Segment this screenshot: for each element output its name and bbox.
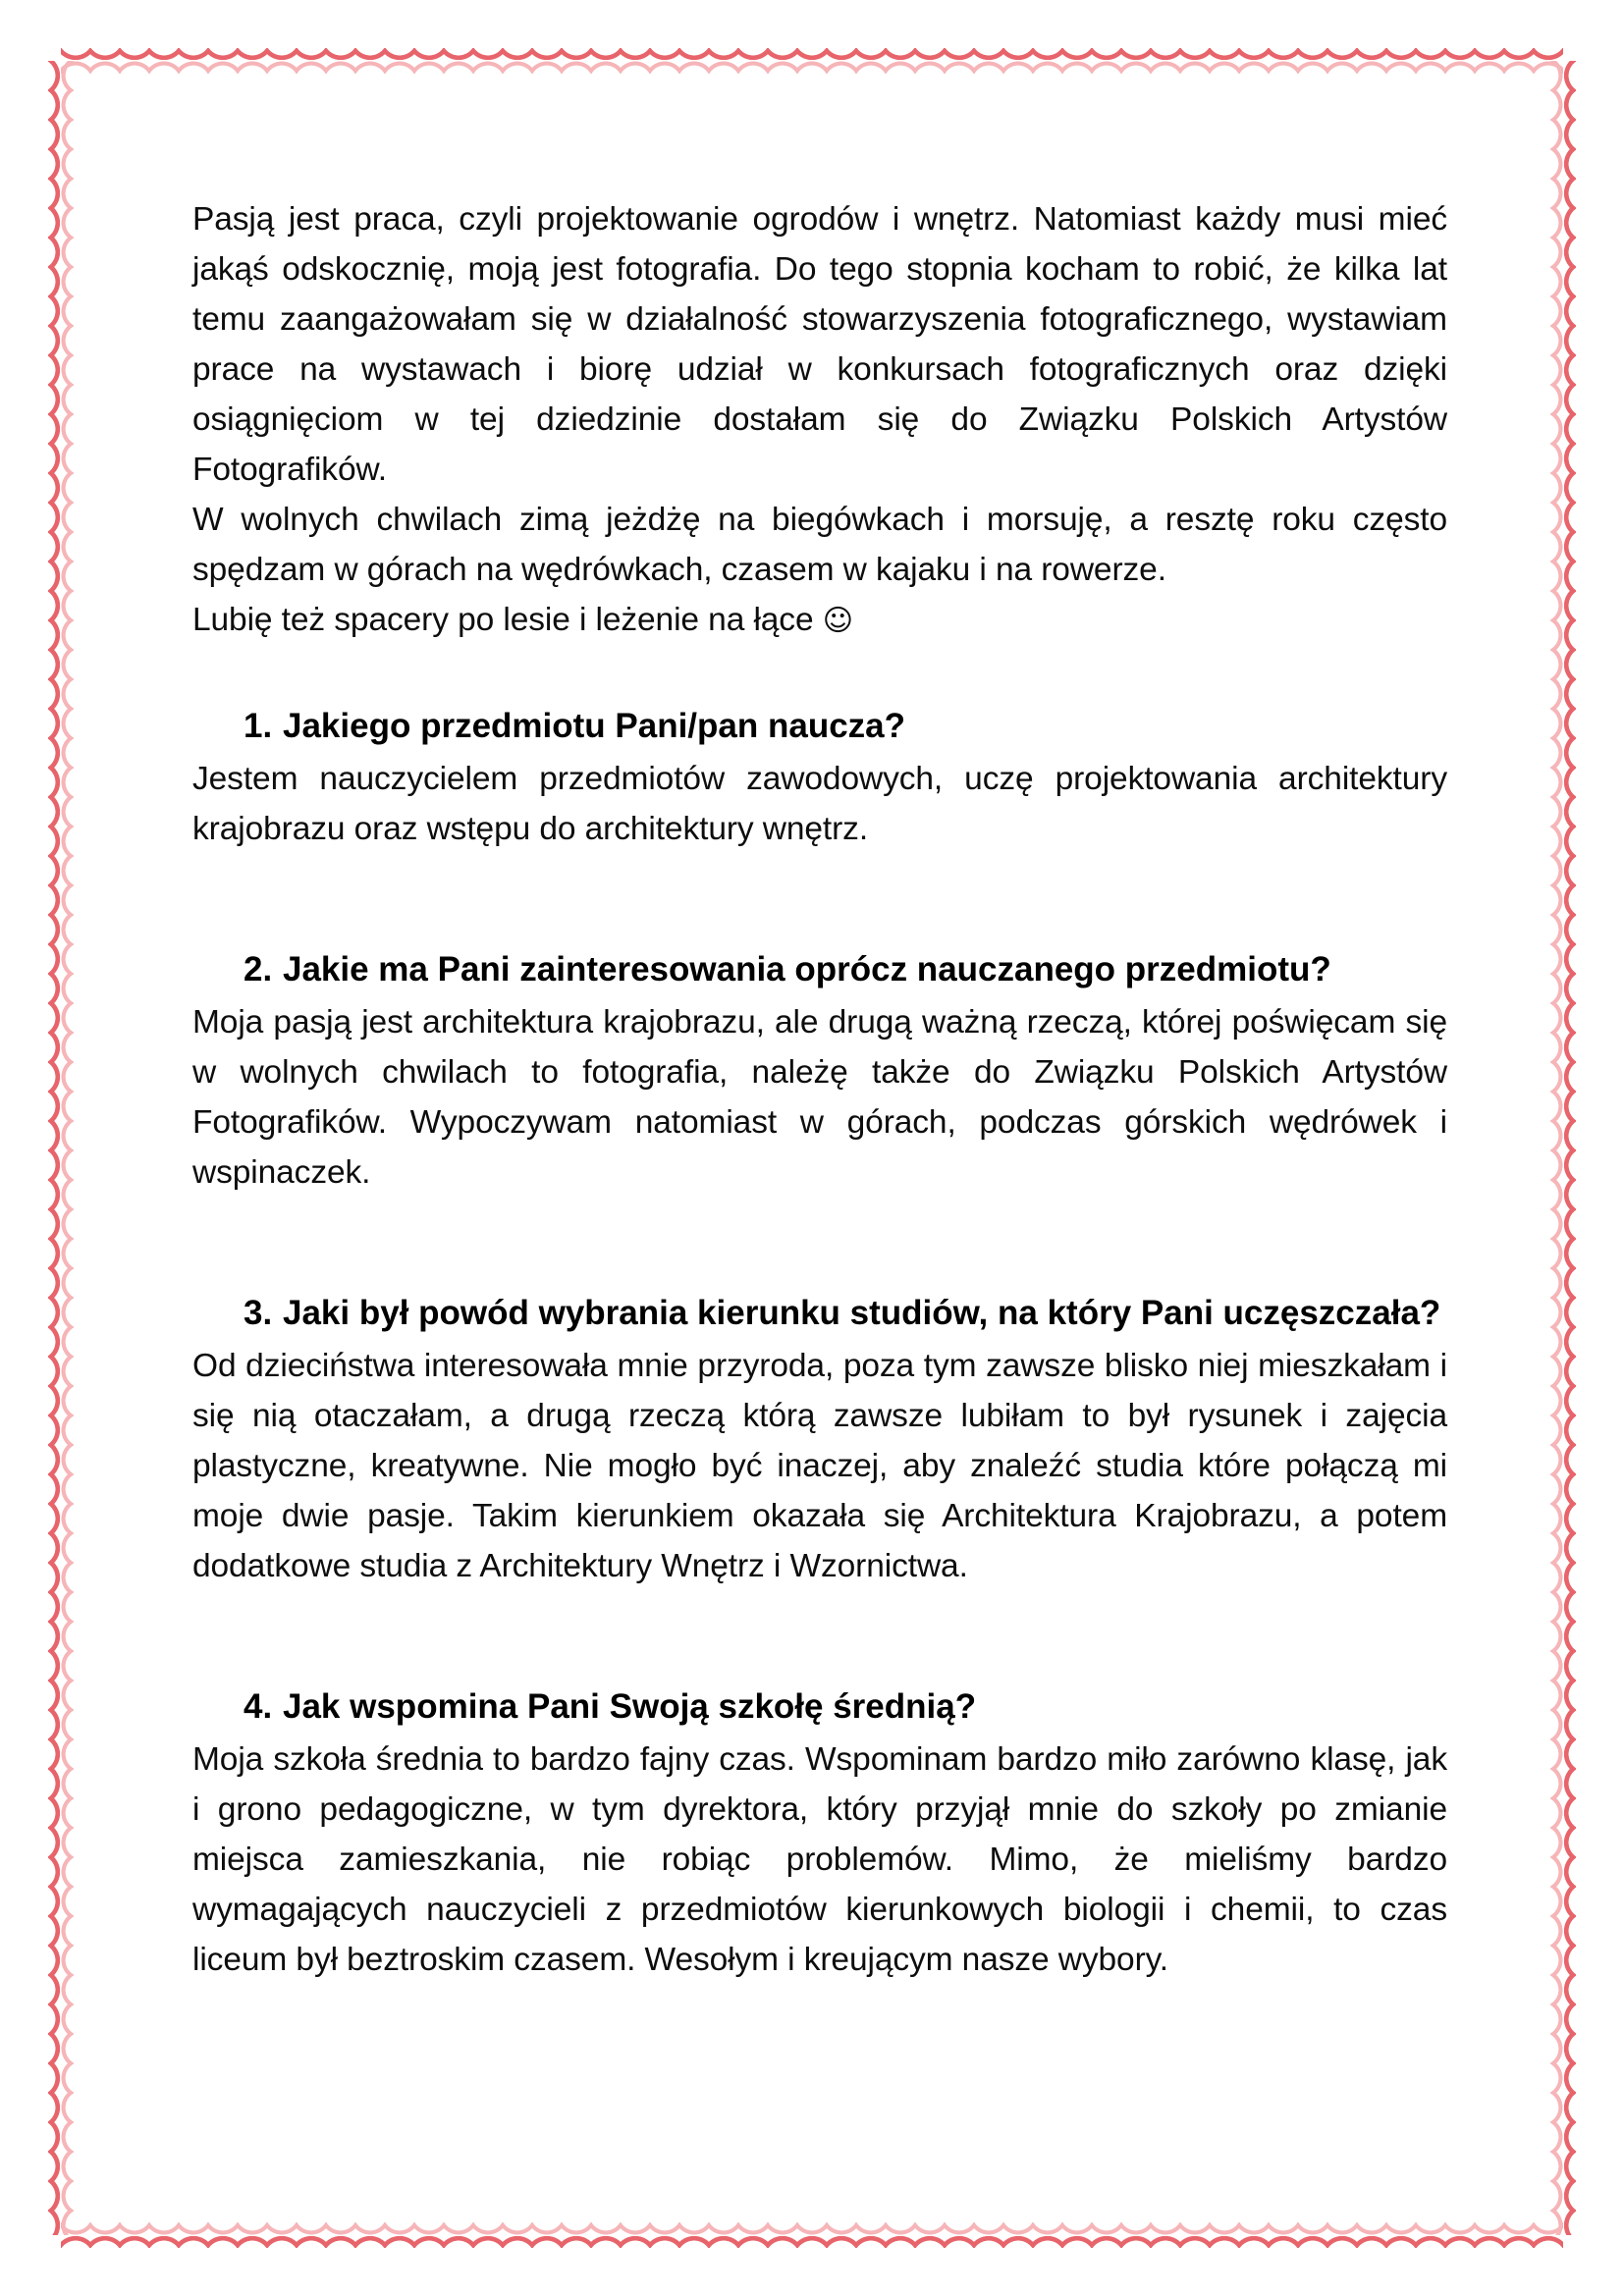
- smiley-face-icon: ☺: [822, 604, 853, 638]
- question-number-3: 3.: [244, 1294, 273, 1332]
- qa-section-1: [192, 701, 1447, 854]
- intro-paragraph-3-text: Lubię też spacery po lesie i leżenie na łące: [192, 602, 814, 638]
- answer-text-3: Od dzieciństwa interesowała mnie przyroda, poza tym zawsze blisko niej mieszkałam i się nią otaczałam, a drugą rzeczą którą zawsze lubiłam to był rysunek i zajęcia plastyczne, kreatywne. Nie mogło być inaczej, aby znaleźć studia które połączą mi moje dwie pasje. Takim kierunkiem okazała się Architektura Krajobrazu, a potem dodatkowe studia z Architektury Wnętrz i Wzornictwa.: [192, 1348, 1447, 1584]
- border-edge-left-icon: [48, 61, 74, 2235]
- document-content: [192, 194, 1447, 1985]
- answer-text-1: Jestem nauczycielem przedmiotów zawodowych, uczę projektowania architektury krajobrazu oraz wstępu do architektury wnętrz.: [192, 761, 1447, 847]
- border-edge-top-icon: [61, 48, 1563, 74]
- answer-text-2: Moja pasją jest architektura krajobrazu, ale drugą ważną rzeczą, której poświęcam się w wolnych chwilach to fotografia, należę także do Związku Polskich Artystów Fotografików. Wypoczywam natomiast w górach, podczas górskich wędrówek i wspinaczek.: [192, 1004, 1447, 1191]
- question-text-3: Jaki był powód wybrania kierunku studiów, na który Pani uczęszczała?: [283, 1294, 1441, 1332]
- spacer: [192, 1198, 1447, 1288]
- qa-section-4: [192, 1682, 1447, 1985]
- question-heading-2: [192, 944, 1447, 995]
- answer-text-4: Moja szkoła średnia to bardzo fajny czas. Wspominam bardzo miło zarówno klasę, jak i grono pedagogiczne, w tym dyrektora, który przyjął mnie do szkoły po zmianie miejsca zamieszkania, nie robiąc problemów. Mimo, że mieliśmy bardzo wymagających nauczycieli z przedmiotów kierunkowych biologii i chemii, to czas liceum był beztroskim czasem. Wesołym i kreującym nasze wybory.: [192, 1741, 1447, 1978]
- question-number-4: 4.: [244, 1687, 273, 1726]
- border-edge-right-icon: [1550, 61, 1576, 2235]
- spacer: [192, 1591, 1447, 1682]
- question-number-1: 1.: [244, 707, 273, 745]
- question-heading-3: [192, 1288, 1447, 1339]
- question-text-2: Jakie ma Pani zainteresowania oprócz nauczanego przedmiotu?: [283, 950, 1331, 988]
- question-text-1: Jakiego przedmiotu Pani/pan naucza?: [283, 707, 906, 745]
- question-text-4: Jak wspomina Pani Swoją szkołę średnią?: [283, 1687, 977, 1726]
- question-heading-1: [192, 701, 1447, 752]
- intro-paragraph-2: W wolnych chwilach zimą jeżdżę na biegówkach i morsuję, a resztę roku często spędzam w górach na wędrówkach, czasem w kajaku i na rowerze.: [192, 502, 1447, 588]
- intro-paragraph-3: [192, 595, 1447, 646]
- qa-section-2: [192, 944, 1447, 1198]
- border-edge-bottom-icon: [61, 2222, 1563, 2248]
- question-heading-4: [192, 1682, 1447, 1733]
- qa-section-3: [192, 1288, 1447, 1591]
- spacer: [192, 646, 1447, 701]
- question-number-2: 2.: [244, 950, 273, 988]
- intro-paragraph-1: Pasją jest praca, czyli projektowanie ogrodów i wnętrz. Natomiast każdy musi mieć jakąś odskocznię, moją jest fotografia. Do tego stopnia kocham to robić, że kilka lat temu zaangażowałam się w działalność stowarzyszenia fotograficznego, wystawiam prace na wystawach i biorę udział w konkursach fotograficznych oraz dzięki osiągnięciom w tej dziedzinie dostałam się do Związku Polskich Artystów Fotografików.: [192, 201, 1447, 488]
- intro-block: [192, 194, 1447, 646]
- spacer: [192, 854, 1447, 944]
